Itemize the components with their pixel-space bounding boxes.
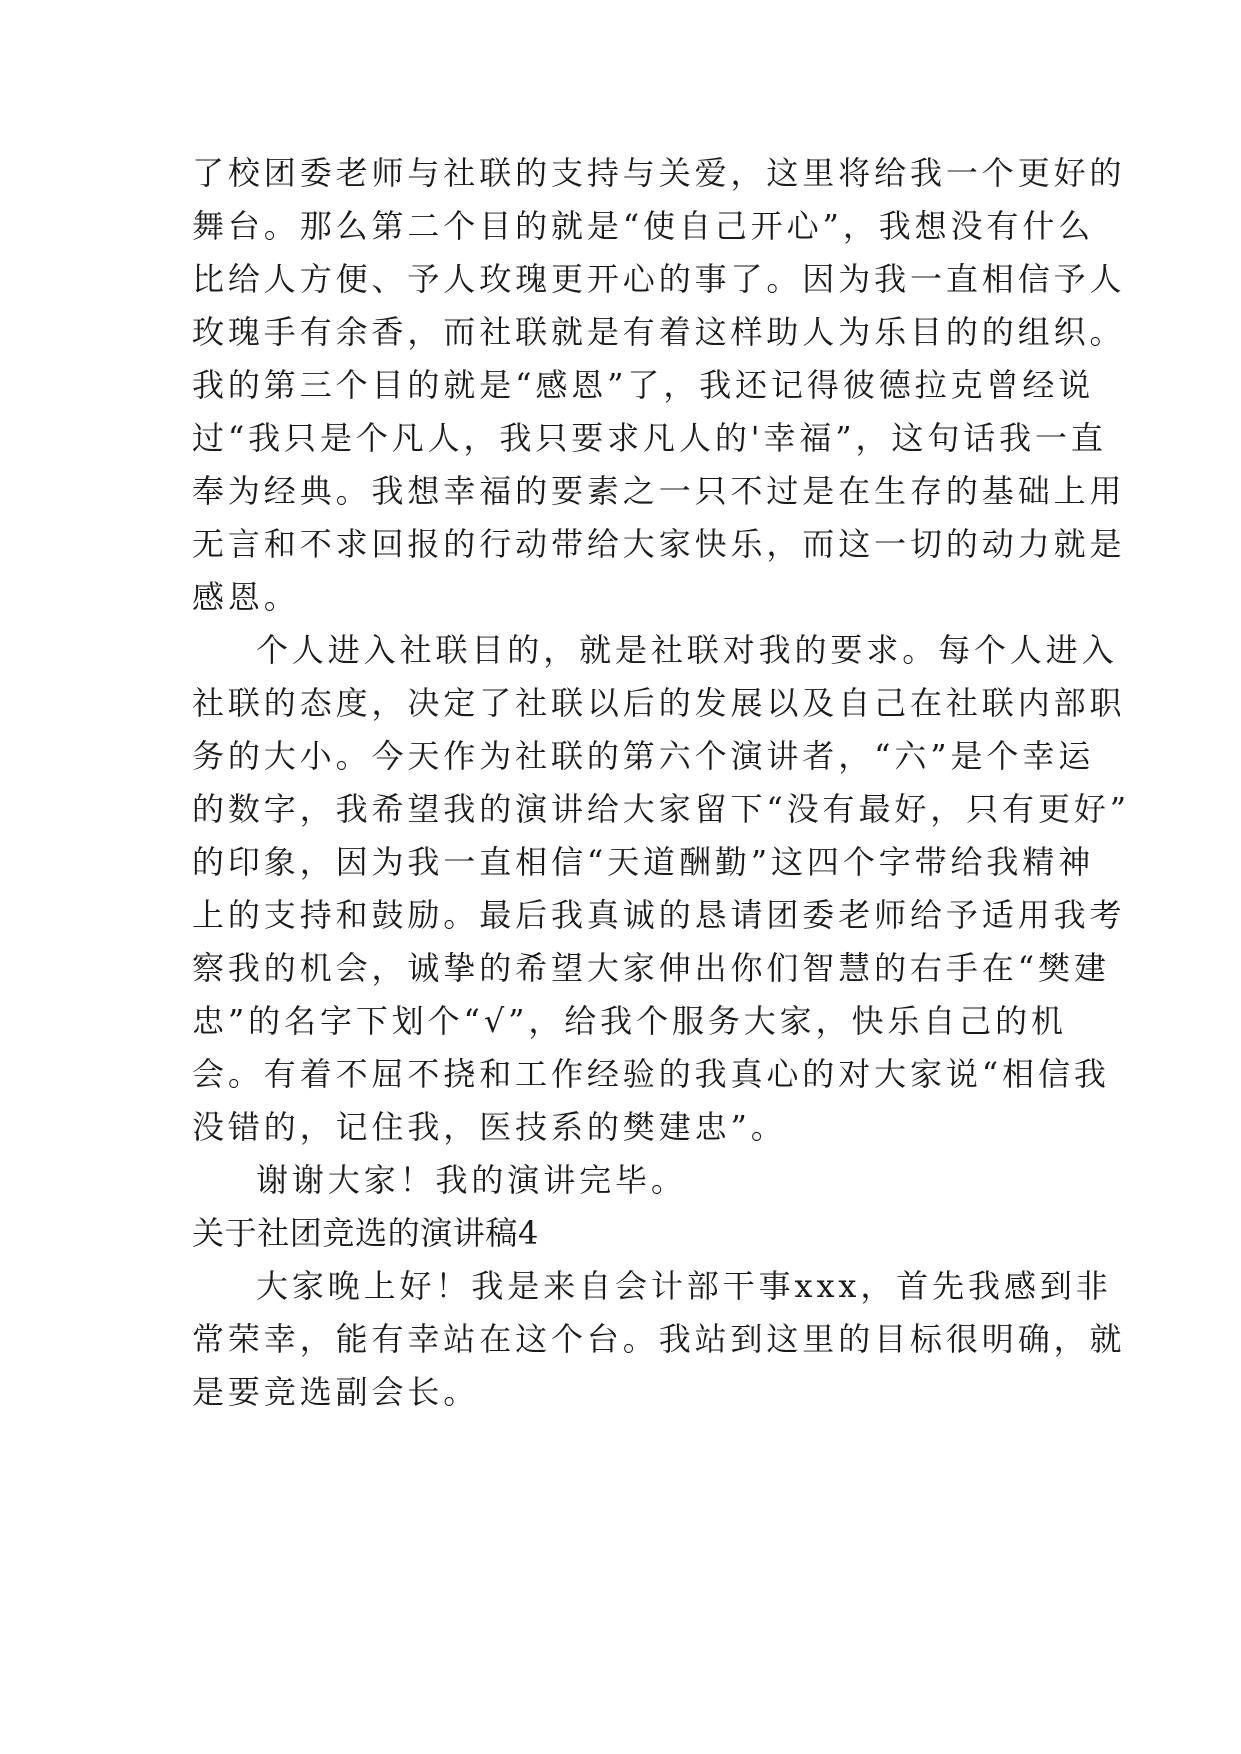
paragraph-line: 的印象，因为我一直相信“天道酬勤”这四个字带给我精神 [192,843,1095,881]
section-heading: 关于社团竞选的演讲稿4 [192,1214,539,1252]
paragraph-line: 社联的态度，决定了社联以后的发展以及自己在社联内部职 [192,684,1126,722]
paragraph-line: 忠”的名字下划个“√”，给我个服务大家，快乐自己的机 [192,1002,1067,1040]
paragraph-line: 谢谢大家！我的演讲完毕。 [256,1161,687,1199]
paragraph-line: 是要竞选副会长。 [192,1373,480,1411]
paragraph-line: 了校团委老师与社联的支持与关爱，这里将给我一个更好的 [192,154,1126,192]
paragraph-line: 会。有着不屈不挠和工作经验的我真心的对大家说“相信我 [192,1055,1110,1093]
paragraph-line: 上的支持和鼓励。最后我真诚的恳请团委老师给予适用我考 [192,896,1126,934]
paragraph-line: 舞台。那么第二个目的就是“使自己开心”，我想没有什么 [192,207,1095,245]
paragraph-line: 个人进入社联目的，就是社联对我的要求。每个人进入 [256,631,1118,669]
paragraph-line: 过“我只是个凡人，我只要求凡人的'幸福”，这句话我一直 [192,419,1107,457]
paragraph-line: 没错的，记住我，医技系的樊建忠”。 [192,1108,787,1146]
paragraph-line: 奉为经典。我想幸福的要素之一只不过是在生存的基础上用 [192,472,1126,510]
paragraph-line: 玫瑰手有余香，而社联就是有着这样助人为乐目的的组织。 [192,313,1126,351]
paragraph-line: 察我的机会，诚挚的希望大家伸出你们智慧的右手在“樊建 [192,949,1110,987]
paragraph-line: 常荣幸，能有幸站在这个台。我站到这里的目标很明确，就 [192,1320,1126,1358]
paragraph-line: 比给人方便、予人玫瑰更开心的事了。因为我一直相信予人 [192,260,1126,298]
paragraph-line: 务的大小。今天作为社联的第六个演讲者，“六”是个幸运 [192,737,1095,775]
paragraph-line: 感恩。 [192,578,300,616]
paragraph-line: 无言和不求回报的行动带给大家快乐，而这一切的动力就是 [192,525,1126,563]
paragraph-line: 大家晚上好！我是来自会计部干事xxx，首先我感到非 [256,1267,1112,1305]
paragraph-line: 的数字，我希望我的演讲给大家留下“没有最好，只有更好” [192,790,1131,828]
paragraph-line: 我的第三个目的就是“感恩”了，我还记得彼德拉克曾经说 [192,366,1095,404]
